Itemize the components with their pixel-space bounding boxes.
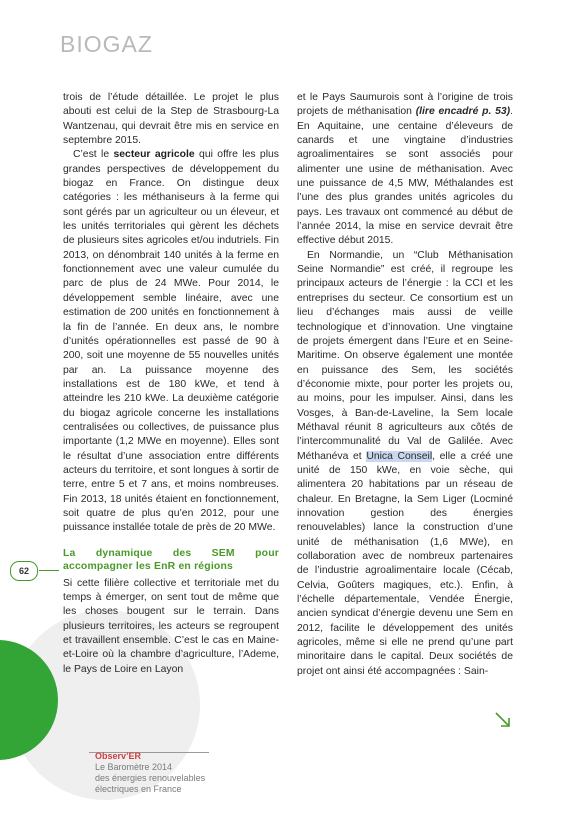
text-selection-highlight[interactable]: Unica Conseil: [366, 450, 433, 462]
emphasis: secteur agricole: [113, 149, 195, 161]
section-title: BIOGAZ: [60, 31, 153, 57]
footer-brand: Observ’ER: [95, 751, 142, 761]
paragraph: trois de l’étude détaillée. Le projet le plus abouti est celui de la Step de Strasbourg-La Wantzenau, qui devrait être mis en service en septembre 2015.: [63, 92, 279, 147]
paragraph: et le Pays Saumurois sont à l’origine de trois projets de méthanisation (lire encadré p. 53). En Aquitaine, une centaine d’éleveurs de canards et une vingtaine d’industries agroalimentaires se sont associés pour alimenter une usine de méthanisation. Avec une puissance de 4,5 MW, Méthalandes est l’une des plus grandes unités agricoles du pays. Les travaux ont commencé au début de l’année 2014, la mise en service devrait être effective début 2015.: [297, 92, 513, 247]
footer-publication: Le Baromètre 2014 des énergies renouvelables électriques en France: [95, 762, 206, 794]
paragraph: C’est le secteur agricole qui offre les plus grandes perspectives de développement du biogaz en France. On distingue deux catégories : les méthaniseurs à la ferme qui sont gérés par un agriculteur ou un éleveur, et les unités territoriales qui gèrent les déchets de plusieurs sites agricoles et/ou indutriels. Fin 2013, on dénombrait 140 unités à la ferme en fonctionnement avec une valeur cumulée du parc de plus de 24 MWe. Pour 2014, le développement semble linéaire, avec une estimation de 200 unités en fonctionnement à la fin de l’année. En deux ans, le nombre d’unités opérationnelles est passé de 90 à 200, soit une moyenne de 55 nouvelles unités par an. La puissance moyenne des installations est de 180 kWe, et tend à atteindre les 210 kWe. La deuxième catégorie du biogaz agricole concerne les installations centralisées ou collectives, de puissance plus importante (1,2 MWe en moyenne). Elles sont le résultat d’une association entre différents acteurs du territoire, et sont longues à sortir de terre, entre 5 et 7 ans, et moins nombreuses. Fin 2013, 18 unités étaient en fonctionnement, soit quatre de plus qu’en 2012, pour une puissance installée totale de près de 20 MWe.: [63, 149, 279, 534]
arrow-down-right-icon: [493, 710, 513, 730]
page-number: 62: [10, 561, 38, 581]
right-column: [297, 91, 513, 679]
cross-reference-link[interactable]: (lire encadré p. 53): [415, 106, 511, 118]
subsection-heading: La dynamique des SEM pour accompagner les EnR en régions: [63, 547, 279, 573]
page-number-rule: [39, 570, 59, 571]
paragraph: Si cette filière collective et territoriale met du temps à émerger, on sent tout de même que les choses bougent sur le terrain. Dans plusieurs territoires, les acteurs se regroupent et travaillent ensemble. C’est le cas en Maine-et-Loire où la chambre d’agriculture, l’Ademe, le Pays de Loire en Layon: [63, 577, 279, 675]
paragraph: En Normandie, un “Club Méthanisation Seine Normandie” est créé, il regroupe les principaux acteurs de l’énergie : la CCI et les entreprises du secteur. Ce consortium est un lieu d’échanges mais aussi de veille technologique et d’innovation. Une vingtaine de projets émergent dans l’Eure et en Seine-Maritime. On observe également une montée en puissance des Sem, les sociétés d’économie mixte, pour porter les projets ou, au moins, pour les impulser. Ainsi, dans les Vosges, à Ban-de-Laveline, la Sem locale Méthaval réunit 8 agriculteurs aux côtés de l’intercommunalité du Val de Galilée. Avec Méthanéva et Unica Conseil, elle a créé une unité de 150 kWe, en voie sèche, qui alimentera 20 habitations par un réseau de chaleur. En Bretagne, la Sem Liger (Locminé innovation gestion des énergies renouvelables) lance la construction d’une unité de méthanisation (1,6 MWe), en collaboration avec de nombreux partenaires de l’industrie agroalimentaire locale (Cécab, Celvia, Goûters magiques, etc.). Enfin, à l’échelle départementale, Vendée Énergie, ancien syndicat d’énergie devenu une Sem en 2012, facilite le développement des unités agricoles, même si elle ne prend qu’une part minoritaire dans le capital. Deux sociétés de projet ont ainsi été accompagnées : Sain-: [297, 249, 514, 677]
left-column: [63, 91, 279, 677]
